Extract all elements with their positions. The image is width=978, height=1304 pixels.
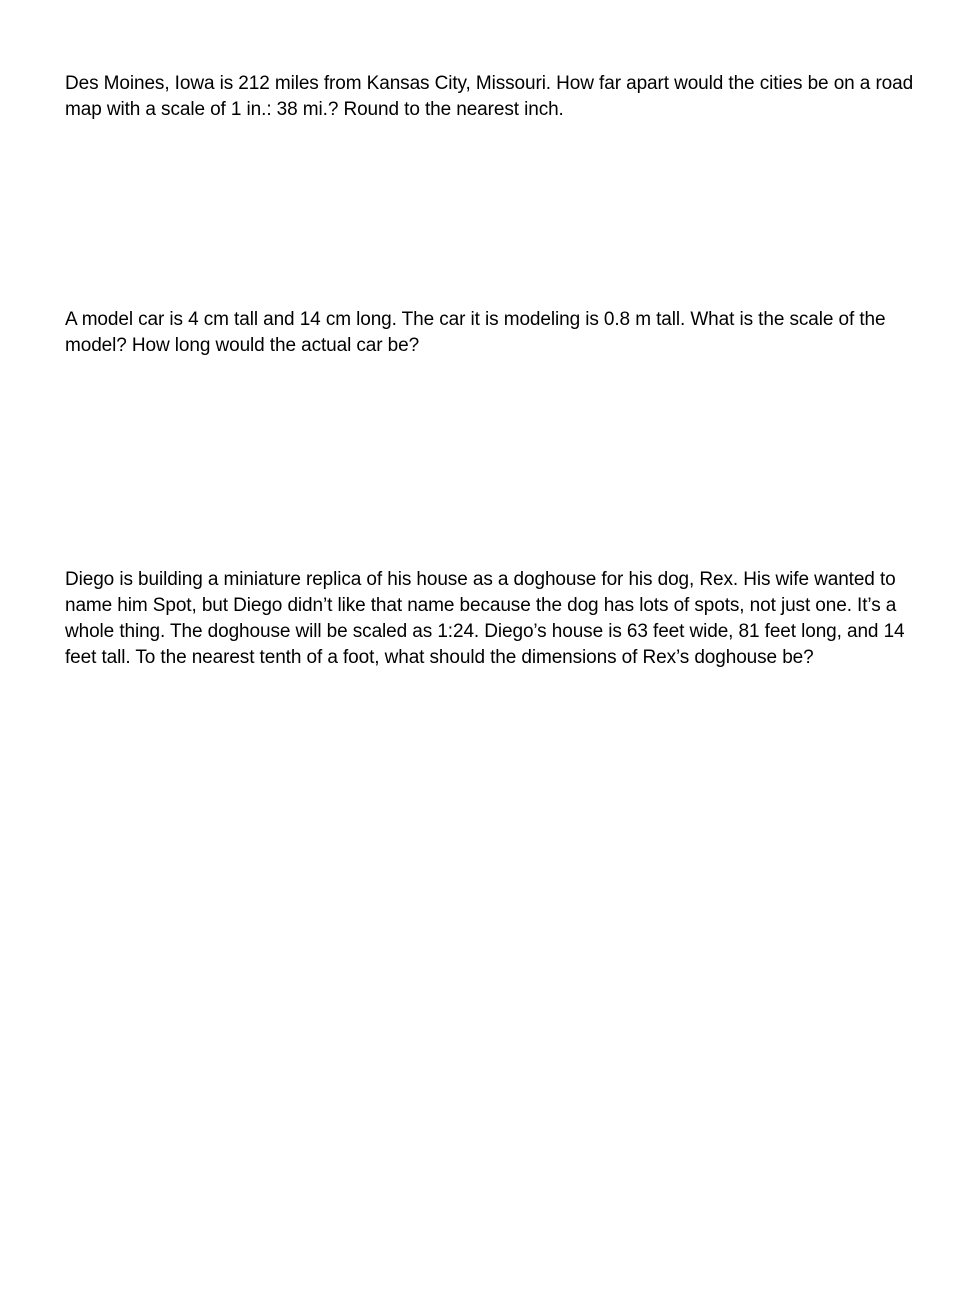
problem-2-text: A model car is 4 cm tall and 14 cm long. The car it is modeling is 0.8 m tall. What is the scale of the model? How long would the actual car be? [65, 309, 886, 356]
problem-1-text: Des Moines, Iowa is 212 miles from Kansas City, Missouri. How far apart would the cities be on a road map with a scale of 1 in.: 38 mi.? Round to the nearest inch. [65, 73, 914, 120]
problem-3-text: Diego is building a miniature replica of his house as a doghouse for his dog, Rex. His wife wanted to name him Spot, but Diego didn’t like that name because the dog has lots of spots, not just one. It’s a whole thing. The doghouse will be scaled as 1:24. Diego’s house is 63 feet wide, 81 feet long, and 14 feet tall. To the nearest tenth of a foot, what should the dimensions of Rex’s doghouse be? [65, 569, 905, 668]
